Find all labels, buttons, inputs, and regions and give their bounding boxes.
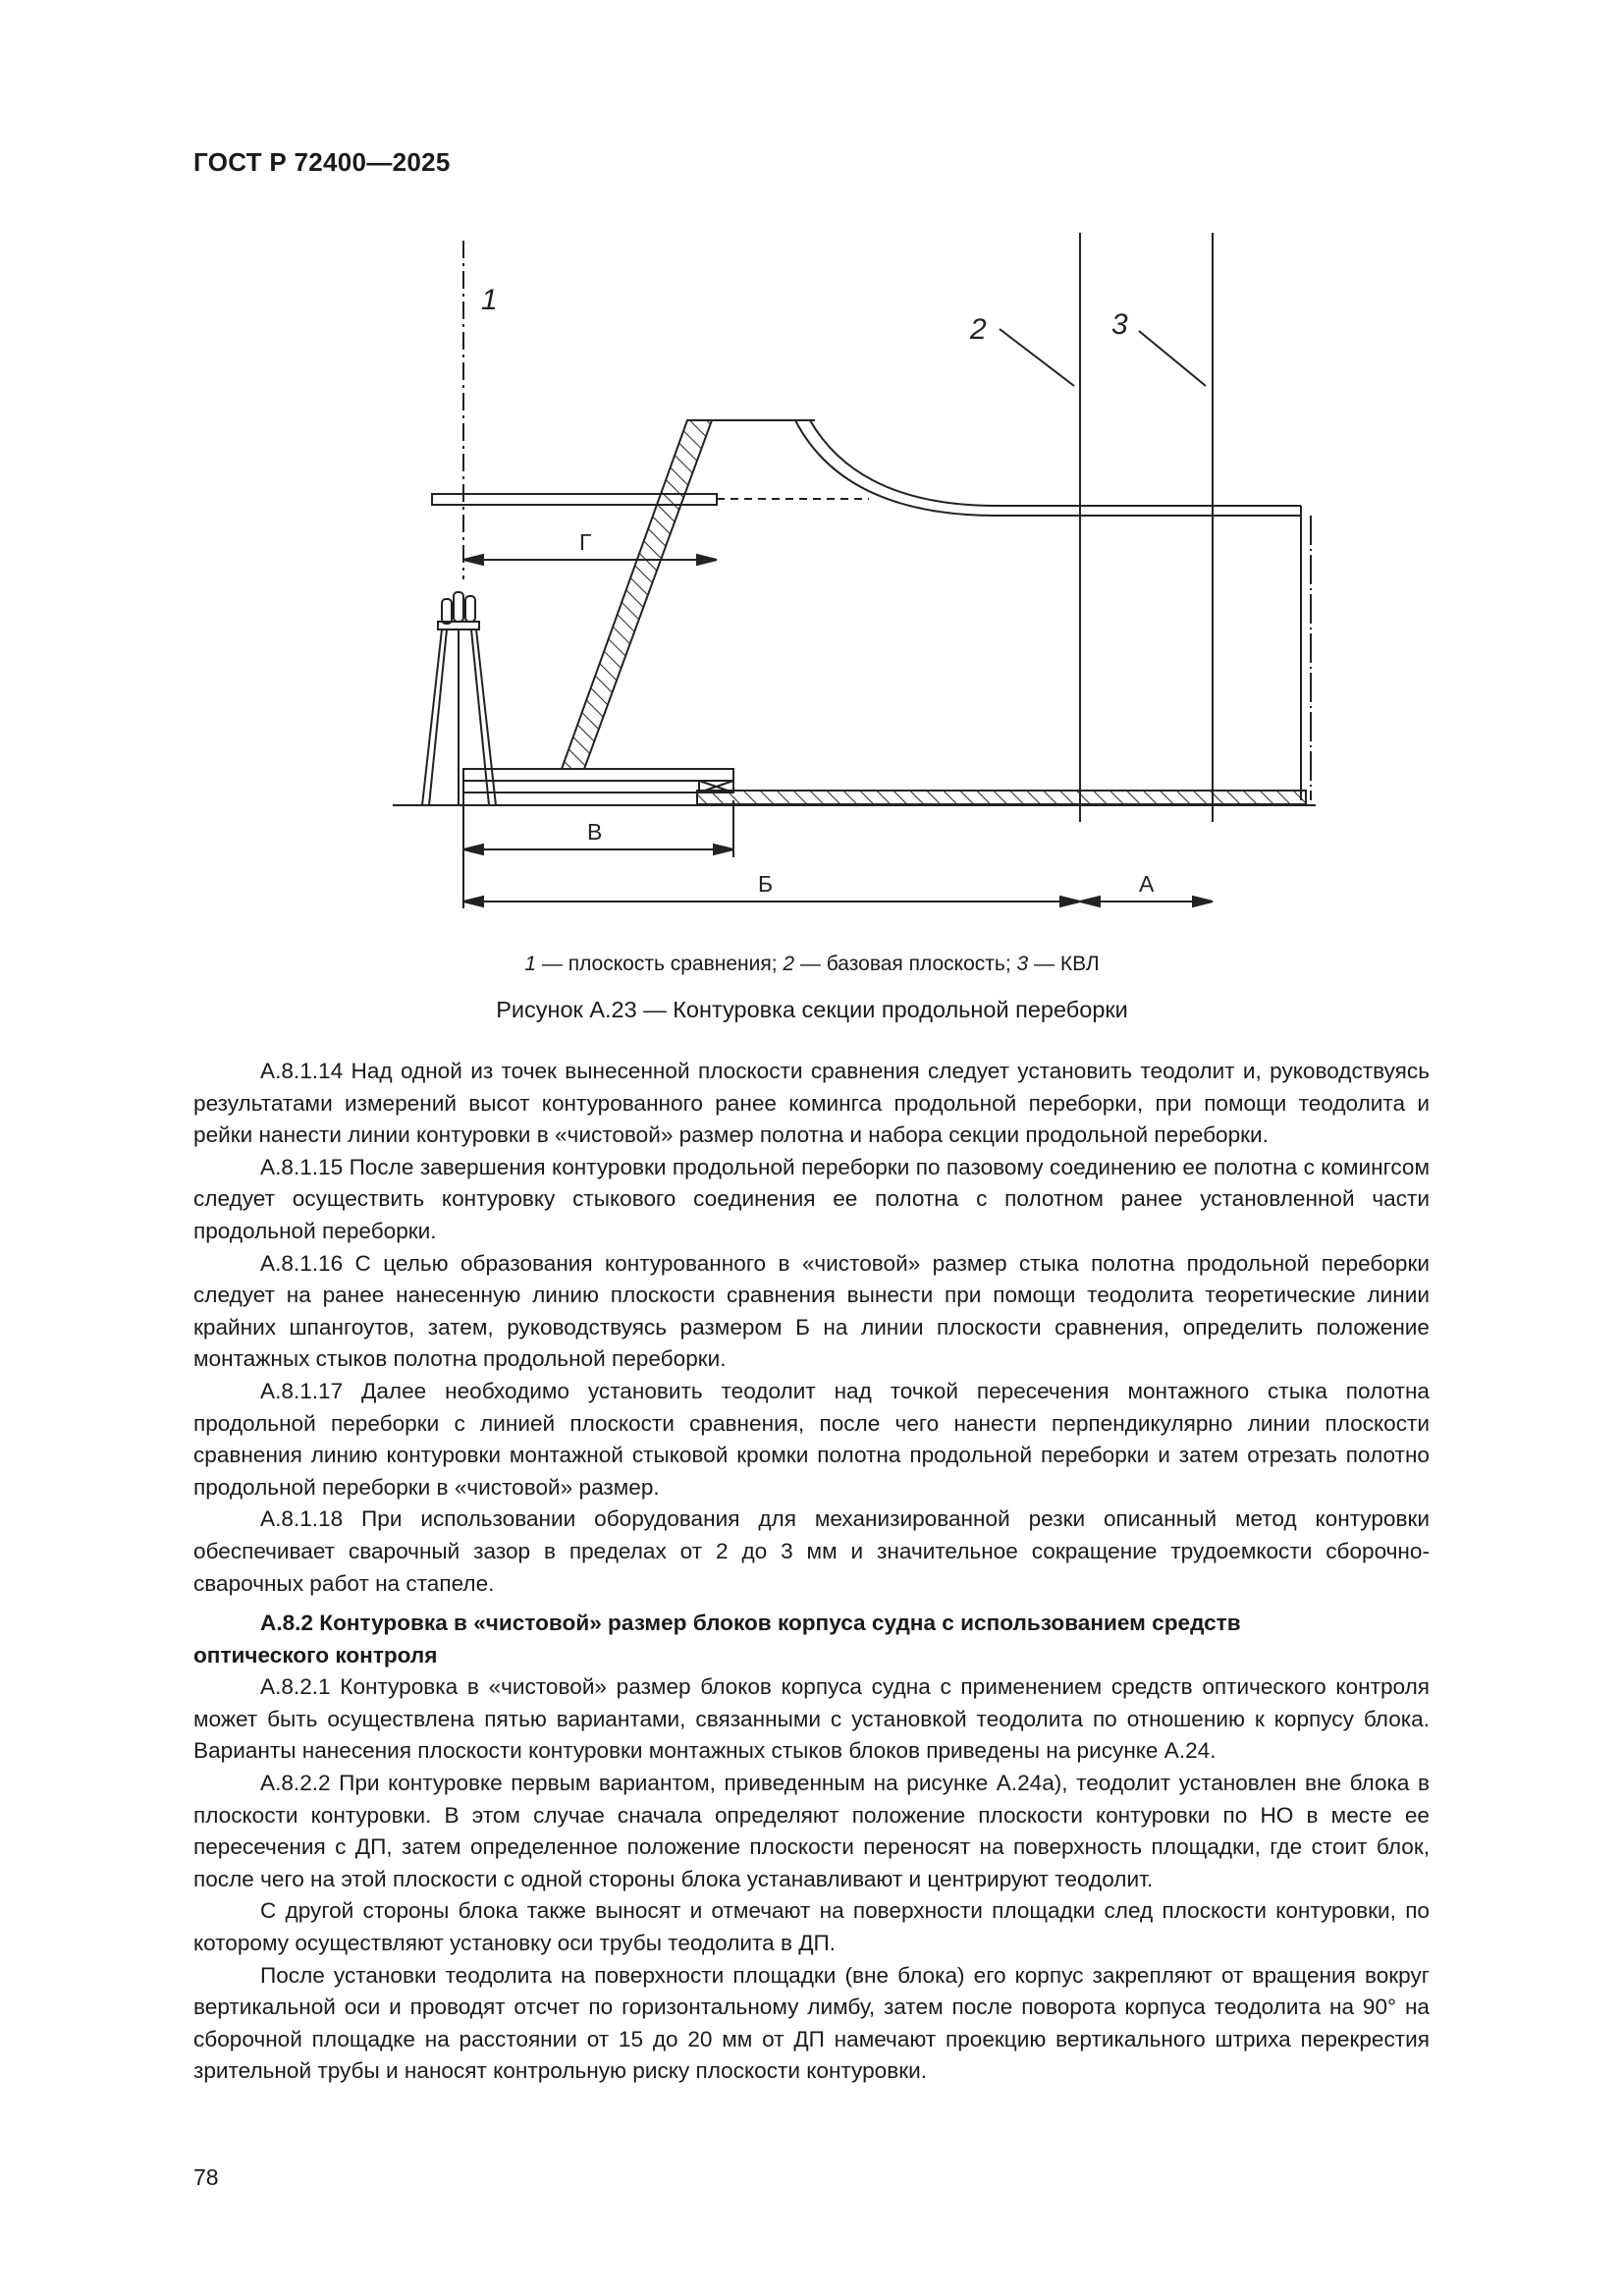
- paragraph: А.8.1.15 После завершения контуровки продольной переборки по пазовому соединению ее полотна с комингсом следует осуществить контуровку стыкового соединения ее полотна с полотном ранее установленной части продольной переборки.: [193, 1154, 1430, 1243]
- paragraph: После установки теодолита на поверхности площадки (вне блока) его корпус закрепляют от вращения вокруг вертикальной оси и проводят отсчет по горизонтальному лимбу, затем после поворота корпуса теодолита на 90° на сборочной площадке на расстоянии от 15 до 20 мм от ДП намечают проекцию вертикального штриха перекрестия зрительной трубы и наносят контрольную риску плоскости контуровки.: [193, 1962, 1430, 2084]
- figure-legend: 1 — плоскость сравнения; 2 — базовая плоскость; 3 — КВЛ: [524, 953, 1100, 975]
- dim-v-label: В: [587, 819, 603, 845]
- figure-drawing: [373, 221, 1316, 948]
- paragraph: А.8.2.1 Контуровка в «чистовой» размер блоков корпуса судна с применением средств оптического контроля может быть осуществлена пятью вариантами, связанными с установкой теодолита по отношению к корпусу блока. Варианты нанесения плоскости контуровки монтажных стыков блоков приведены на рисунке А.24.: [193, 1674, 1430, 1764]
- page-number: 78: [193, 2164, 219, 2190]
- figure-caption: Рисунок А.23 — Контуровка секции продольной переборки: [496, 997, 1128, 1022]
- figure-a23: [373, 221, 1316, 948]
- paragraph: А.8.1.18 При использовании оборудования для механизированной резки описанный метод контуровки обеспечивает сварочный зазор в пределах от 2 до 3 мм и значительное сокращение трудоемкости сборочно-сварочных работ на стапеле.: [193, 1506, 1430, 1596]
- label-1: 1: [481, 284, 498, 316]
- document-header: ГОСТ Р 72400—2025: [193, 147, 451, 177]
- section-heading: А.8.2 Контуровка в «чистовой» размер блоков корпуса судна с использованием средств оптического контроля: [193, 1611, 1241, 1667]
- lower-flange: [463, 769, 733, 781]
- theodolite-icon: [422, 592, 496, 805]
- label-2: 2: [970, 313, 987, 346]
- paragraph: А.8.2.2 При контуровке первым вариантом, приведенным на рисунке А.24а), теодолит установлен вне блока в плоскости контуровки. В этом случае сначала определяют положение плоскости контуровки по НО в месте ее пересечения с ДП, затем определенное положение плоскости переносят на поверхность площадки, где стоит блок, после чего на этой плоскости с одной стороны блока устанавливают и центрируют теодолит.: [193, 1771, 1430, 1891]
- curved-bracket: [795, 420, 1301, 516]
- body-text: [193, 1056, 1430, 2088]
- dim-g-label: Г: [579, 529, 592, 555]
- paragraph: А.8.1.16 С целью образования контурованного в «чистовой» размер стыка полотна продольной переборки следует на ранее нанесенную линию плоскости сравнения вынести при помощи теодолита теоретические линии крайних шпангоутов, затем, руководствуясь размером Б на линии плоскости сравнения, определить положение монтажных стыков полотна продольной переборки.: [193, 1250, 1430, 1372]
- inclined-web: [562, 420, 712, 769]
- paragraph: С другой стороны блока также выносят и отмечают на поверхности площадки след плоскости контуровки, по которому осуществляют установку оси трубы теодолита в ДП.: [193, 1898, 1430, 1956]
- label-3: 3: [1111, 308, 1128, 341]
- dim-a-label: А: [1139, 871, 1155, 897]
- bottom-plating: [697, 791, 1306, 804]
- dim-b-label: Б: [758, 871, 774, 897]
- paragraph: А.8.1.14 Над одной из точек вынесенной плоскости сравнения следует установить теодолит и, руководствуясь результатами измерений высот контурованного ранее комингса продольной переборки, при помощи теодолита и рейки нанести линии контуровки в «чистовой» размер полотна и набора секции продольной переборки.: [193, 1059, 1430, 1148]
- paragraph: А.8.1.17 Далее необходимо установить теодолит над точкой пересечения монтажного стыка полотна продольной переборки с линией плоскости сравнения, после чего нанести перпендикулярно линии плоскости сравнения линию контуровки монтажной стыковой кромки полотна продольной переборки и затем отрезать полотно продольной переборки в «чистовой» размер.: [193, 1378, 1430, 1500]
